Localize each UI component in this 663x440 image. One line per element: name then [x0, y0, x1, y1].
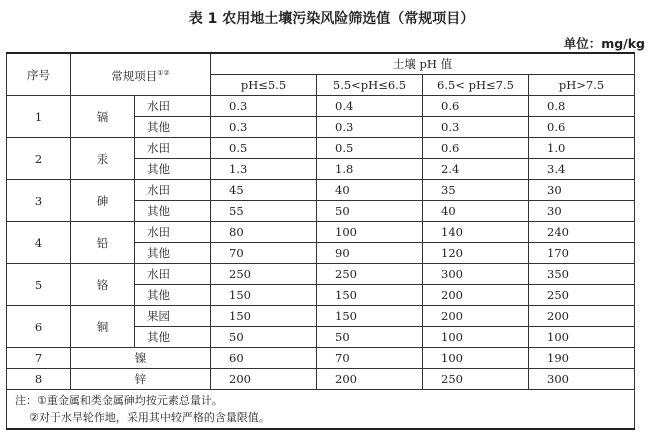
header-ph-range: pH>7.5 [529, 75, 635, 96]
row-value: 0.6 [423, 138, 529, 159]
row-value: 350 [529, 264, 635, 285]
row-value: 300 [529, 369, 635, 390]
row-value: 100 [529, 327, 635, 348]
row-seq: 5 [7, 264, 71, 306]
header-seq: 序号 [7, 53, 71, 96]
row-value: 40 [423, 201, 529, 222]
table-row [7, 222, 635, 243]
row-land-type: 水田 [135, 180, 211, 201]
row-value: 0.4 [317, 96, 423, 117]
row-land-type: 水田 [135, 138, 211, 159]
row-value: 3.4 [529, 159, 635, 180]
row-value: 100 [317, 222, 423, 243]
row-value: 35 [423, 180, 529, 201]
row-value: 60 [211, 348, 317, 369]
row-value: 250 [529, 285, 635, 306]
row-value: 100 [423, 348, 529, 369]
table-row [7, 138, 635, 159]
row-value: 200 [423, 285, 529, 306]
note-line: 注：①重金属和类金属砷均按元素总量计。 [15, 394, 223, 407]
row-value: 150 [317, 285, 423, 306]
row-element: 汞 [71, 138, 135, 180]
header-item-note-ref: ①② [157, 69, 170, 78]
row-value: 50 [211, 327, 317, 348]
row-element: 镉 [71, 96, 135, 138]
row-value: 150 [317, 306, 423, 327]
row-value: 0.5 [211, 138, 317, 159]
row-value: 0.6 [423, 96, 529, 117]
header-ph-range: 5.5<pH≤6.5 [317, 75, 423, 96]
row-value: 70 [317, 348, 423, 369]
row-value: 200 [529, 306, 635, 327]
row-seq: 7 [7, 348, 71, 369]
header-item-label: 常规项目 [111, 68, 158, 83]
row-value: 0.8 [529, 96, 635, 117]
table-notes [7, 390, 635, 430]
row-seq: 6 [7, 306, 71, 348]
row-value: 0.3 [317, 117, 423, 138]
table-row [7, 306, 635, 327]
row-element: 铜 [71, 306, 135, 348]
table-row [7, 369, 635, 390]
header-ph-range: 6.5< pH≤7.5 [423, 75, 529, 96]
screening-values-table [6, 52, 635, 430]
row-value: 40 [317, 180, 423, 201]
row-value: 1.8 [317, 159, 423, 180]
row-value: 30 [529, 180, 635, 201]
header-item [71, 53, 211, 96]
row-seq: 1 [7, 96, 71, 138]
row-value: 1.3 [211, 159, 317, 180]
row-value: 300 [423, 264, 529, 285]
row-land-type: 其他 [135, 285, 211, 306]
row-element: 铅 [71, 222, 135, 264]
row-land-type: 其他 [135, 117, 211, 138]
row-seq: 2 [7, 138, 71, 180]
row-value: 200 [423, 306, 529, 327]
row-land-type: 其他 [135, 327, 211, 348]
row-land-type: 水田 [135, 96, 211, 117]
table-row [7, 264, 635, 285]
table-title: 表 1 农用地土壤污染风险筛选值（常规项目） [188, 11, 475, 27]
row-value: 70 [211, 243, 317, 264]
table-row [7, 96, 635, 117]
row-value: 80 [211, 222, 317, 243]
row-seq: 8 [7, 369, 71, 390]
row-element: 镍 [71, 348, 211, 369]
row-value: 240 [529, 222, 635, 243]
row-land-type: 其他 [135, 243, 211, 264]
row-value: 150 [211, 306, 317, 327]
note-line: ②对于水旱轮作地，采用其中较严格的含量限值。 [29, 411, 270, 424]
row-land-type: 果园 [135, 306, 211, 327]
row-value: 100 [423, 327, 529, 348]
row-value: 190 [529, 348, 635, 369]
row-element: 铬 [71, 264, 135, 306]
row-element: 锌 [71, 369, 211, 390]
row-value: 250 [423, 369, 529, 390]
row-value: 2.4 [423, 159, 529, 180]
row-value: 120 [423, 243, 529, 264]
row-element: 砷 [71, 180, 135, 222]
row-value: 0.3 [423, 117, 529, 138]
row-value: 200 [317, 369, 423, 390]
table-row [7, 348, 635, 369]
row-value: 250 [211, 264, 317, 285]
row-value: 0.3 [211, 96, 317, 117]
row-value: 50 [317, 201, 423, 222]
row-land-type: 其他 [135, 201, 211, 222]
row-value: 30 [529, 201, 635, 222]
row-value: 170 [529, 243, 635, 264]
table-row [7, 180, 635, 201]
row-seq: 4 [7, 222, 71, 264]
row-value: 90 [317, 243, 423, 264]
row-value: 0.5 [317, 138, 423, 159]
unit-label: 单位：mg/kg [563, 36, 645, 51]
row-land-type: 水田 [135, 264, 211, 285]
row-value: 200 [211, 369, 317, 390]
row-value: 50 [317, 327, 423, 348]
row-land-type: 水田 [135, 222, 211, 243]
row-land-type: 其他 [135, 159, 211, 180]
header-ph-range: pH≤5.5 [211, 75, 317, 96]
row-value: 150 [211, 285, 317, 306]
row-value: 0.3 [211, 117, 317, 138]
row-value: 45 [211, 180, 317, 201]
row-seq: 3 [7, 180, 71, 222]
row-value: 1.0 [529, 138, 635, 159]
header-soil-ph: 土壤 pH 值 [211, 53, 635, 75]
row-value: 0.6 [529, 117, 635, 138]
row-value: 55 [211, 201, 317, 222]
row-value: 140 [423, 222, 529, 243]
row-value: 250 [317, 264, 423, 285]
